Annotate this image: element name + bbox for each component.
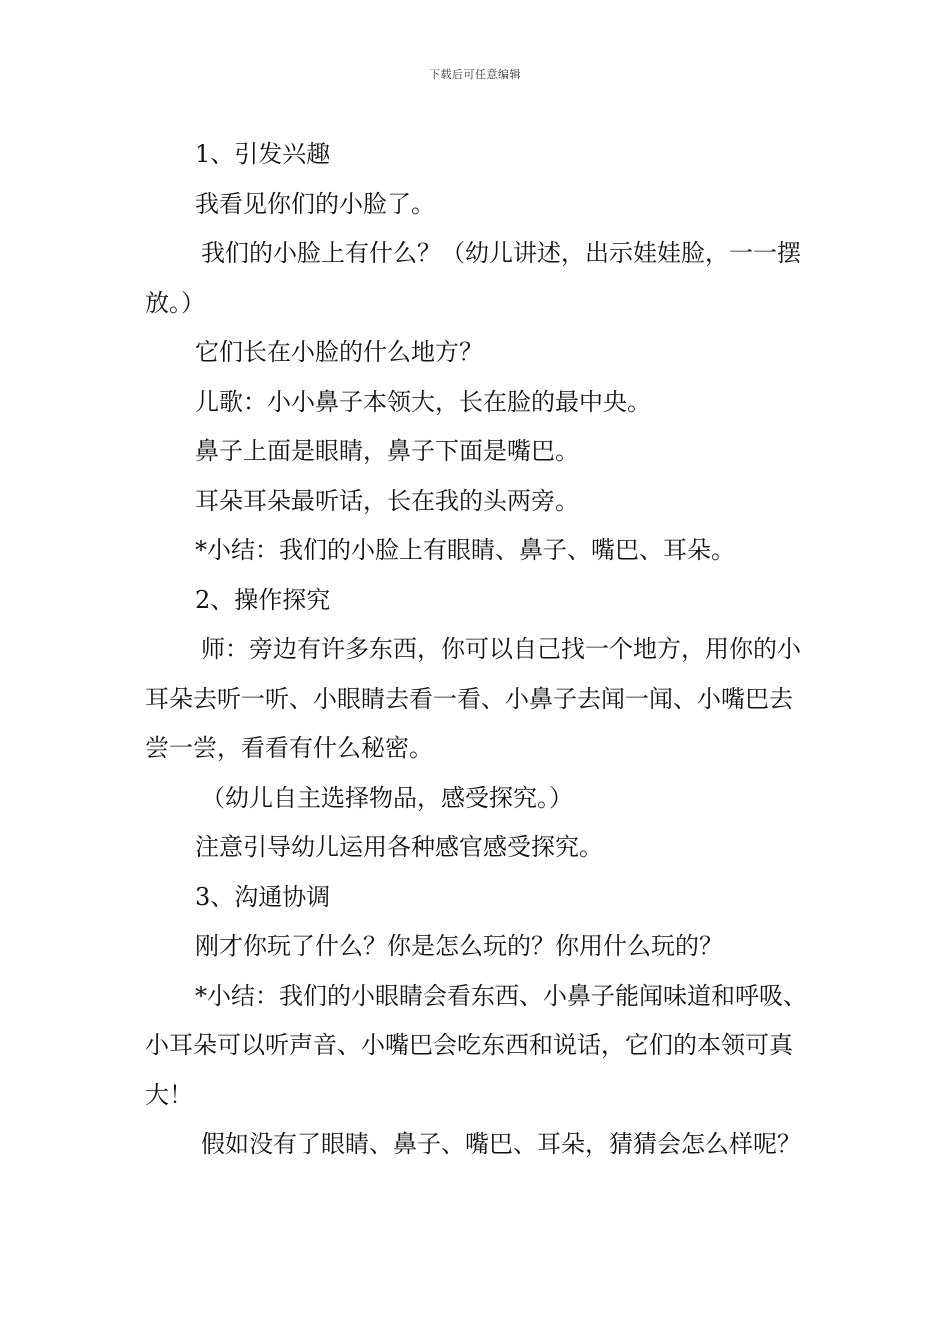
paragraph: 儿歌：小小鼻子本领大，长在脸的最中央。 [195, 387, 651, 416]
page-header: 下载后可任意编辑 [429, 68, 521, 81]
summary-paragraph: *小结：我们的小眼睛会看东西、小鼻子能闻味道和呼吸、小耳朵可以听声音、小嘴巴会吃东西和说话，它们的本领可真大！ [145, 981, 807, 1109]
paragraph: 假如没有了眼睛、鼻子、嘴巴、耳朵，猜猜会怎么样呢？ [201, 1130, 801, 1158]
summary-paragraph: *小结：我们的小脸上有眼睛、鼻子、嘴巴、耳朵。 [195, 536, 735, 564]
document-body [145, 130, 810, 1170]
paragraph: 鼻子上面是眼睛，鼻子下面是嘴巴。 [195, 437, 579, 465]
section-heading-1: 1、引发兴趣 [195, 140, 331, 168]
paragraph: 我看见你们的小脸了。 [195, 189, 435, 218]
section-heading-3: 3、沟通协调 [195, 882, 331, 911]
paragraph: 我们的小脸上有什么？（幼儿讲述，出示娃娃脸，一一摆放。） [145, 239, 801, 317]
paragraph: 师：旁边有许多东西，你可以自己找一个地方，用你的小耳朵去听一听、小眼睛去看一看、小鼻子去闻一闻、小嘴巴去尝一尝，看看有什么秘密。 [145, 635, 801, 762]
section-heading-2: 2、操作探究 [195, 585, 331, 614]
paragraph: 注意引导幼儿运用各种感官感受探究。 [195, 833, 603, 861]
paragraph: （幼儿自主选择物品，感受探究。） [201, 783, 573, 812]
paragraph: 它们长在小脸的什么地方？ [195, 338, 483, 366]
paragraph: 刚才你玩了什么？你是怎么玩的？你用什么玩的？ [195, 932, 723, 960]
paragraph: 耳朵耳朵最听话，长在我的头两旁。 [195, 486, 579, 515]
